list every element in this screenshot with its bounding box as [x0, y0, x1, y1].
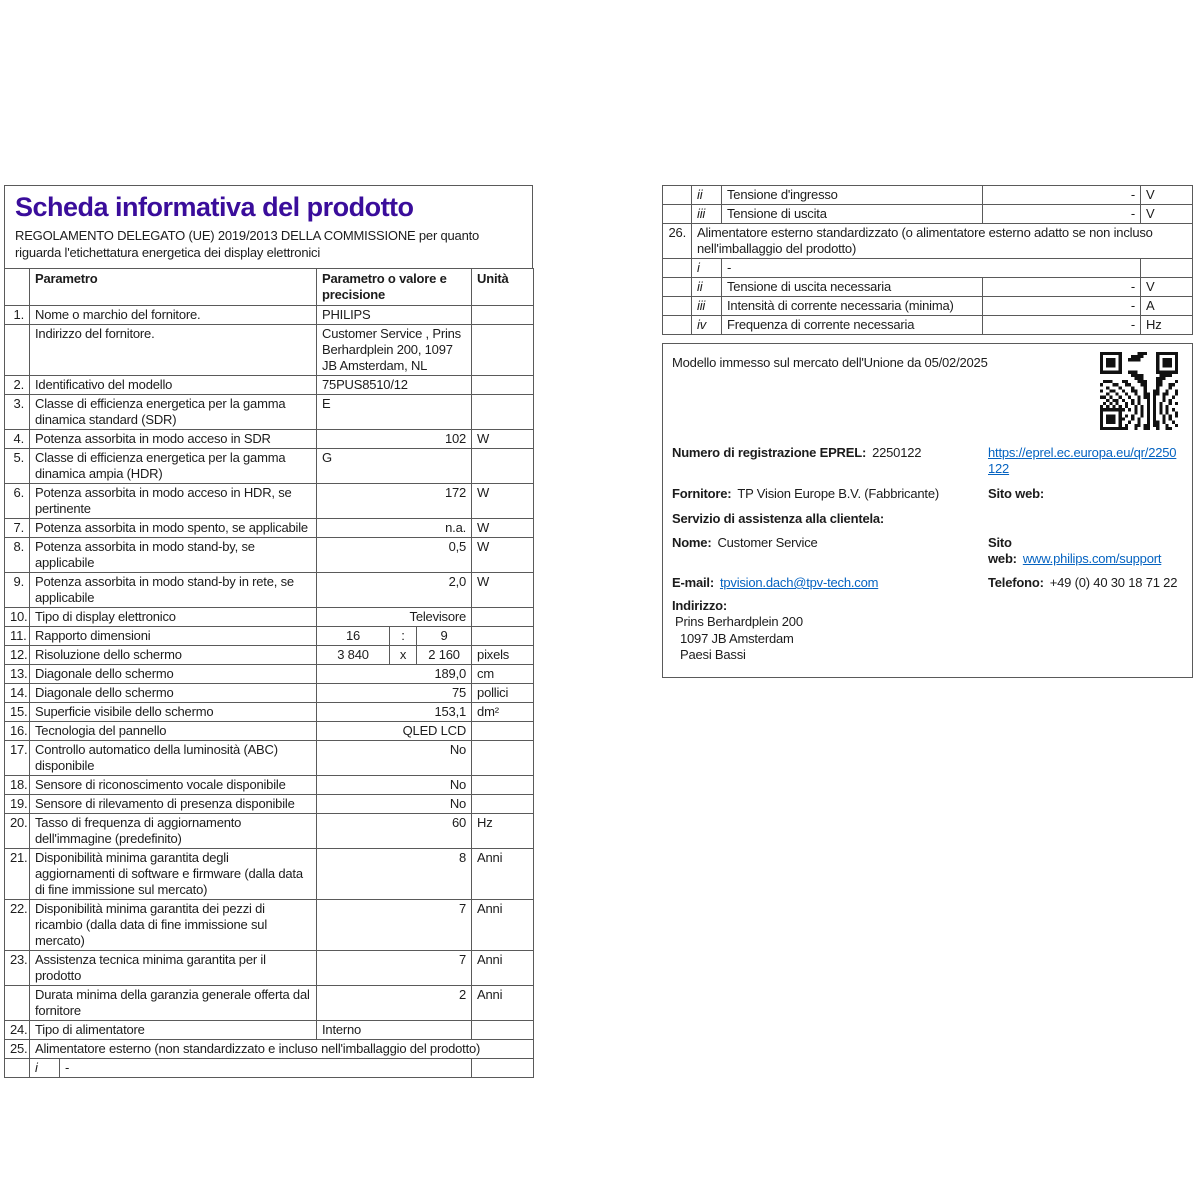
- table-row: [663, 278, 1193, 297]
- param-number: [663, 186, 692, 205]
- param-label: Tecnologia del pannello: [30, 722, 317, 741]
- param-label: Tipo di alimentatore: [30, 1021, 317, 1040]
- param-number: 1.: [5, 306, 30, 325]
- table-row: [5, 538, 534, 573]
- param-number: [5, 325, 30, 376]
- param-value: No: [317, 776, 472, 795]
- param-number: 17.: [5, 741, 30, 776]
- table-row: [5, 646, 534, 665]
- param-label: Alimentatore esterno (non standardizzato e incluso nell'imballaggio del prodotto): [30, 1040, 534, 1059]
- param-label: Disponibilità minima garantita dei pezzi di ricambio (dalla data di fine immissione sul mercato): [30, 900, 317, 951]
- param-value-separator: :: [390, 627, 417, 646]
- name-label: Nome:: [672, 535, 712, 550]
- param-unit: cm: [472, 665, 534, 684]
- param-number: 7.: [5, 519, 30, 538]
- table-row: [5, 665, 534, 684]
- param-label: Superficie visibile dello schermo: [30, 703, 317, 722]
- header-parameter: Parametro: [30, 269, 317, 306]
- param-unit: W: [472, 573, 534, 608]
- param-unit: W: [472, 538, 534, 573]
- table-row: [5, 951, 534, 986]
- website-label: Sito web:: [988, 535, 1017, 566]
- param-unit: Anni: [472, 900, 534, 951]
- website-label: Sito web:: [988, 486, 1044, 501]
- param-label: Frequenza di corrente necessaria: [722, 316, 983, 335]
- table-row: [5, 519, 534, 538]
- param-value: -: [722, 259, 1141, 278]
- param-label: Nome o marchio del fornitore.: [30, 306, 317, 325]
- param-number: 21.: [5, 849, 30, 900]
- header-number: [5, 269, 30, 306]
- support-website-link[interactable]: www.philips.com/support: [1022, 551, 1162, 566]
- param-unit: A: [1141, 297, 1193, 316]
- param-label: Potenza assorbita in modo acceso in SDR: [30, 430, 317, 449]
- param-value: 2: [317, 986, 472, 1021]
- param-subletter: iii: [692, 297, 722, 316]
- param-value: 60: [317, 814, 472, 849]
- table-row: [5, 1059, 534, 1078]
- param-value: 75PUS8510/12: [317, 376, 472, 395]
- param-unit: [472, 795, 534, 814]
- page-title: Scheda informativa del prodotto: [15, 192, 414, 222]
- table-row: [5, 900, 534, 951]
- param-unit: V: [1141, 186, 1193, 205]
- table-row: [5, 986, 534, 1021]
- param-unit: W: [472, 430, 534, 449]
- param-value: 8: [317, 849, 472, 900]
- param-label: Classe di efficienza energetica per la gamma dinamica ampia (HDR): [30, 449, 317, 484]
- param-number: [663, 278, 692, 297]
- param-label: Sensore di riconoscimento vocale disponibile: [30, 776, 317, 795]
- param-number: [5, 1059, 30, 1078]
- param-number: 10.: [5, 608, 30, 627]
- table-row: [5, 306, 534, 325]
- param-unit: W: [472, 484, 534, 519]
- param-subletter: iv: [692, 316, 722, 335]
- table-row: [5, 795, 534, 814]
- param-number: 23.: [5, 951, 30, 986]
- table-row: [5, 430, 534, 449]
- name-value: Customer Service: [717, 535, 818, 550]
- param-unit: [472, 608, 534, 627]
- param-unit: dm²: [472, 703, 534, 722]
- table-row: [5, 449, 534, 484]
- param-unit: [472, 1059, 534, 1078]
- param-number: [663, 297, 692, 316]
- eprel-info-box: [662, 343, 1193, 678]
- phone-value: +49 (0) 40 30 18 71 22: [1049, 575, 1178, 590]
- param-number: 26.: [663, 224, 692, 259]
- table-row: [5, 776, 534, 795]
- table-row: [663, 316, 1193, 335]
- param-label: Disponibilità minima garantita degli aggiornamenti di software e firmware (dalla data di fine immissione sul mercato): [30, 849, 317, 900]
- param-number: 3.: [5, 395, 30, 430]
- table-row: [663, 205, 1193, 224]
- table-row: [5, 376, 534, 395]
- param-unit: Anni: [472, 951, 534, 986]
- param-number: 24.: [5, 1021, 30, 1040]
- table-row: [5, 608, 534, 627]
- param-value: PHILIPS: [317, 306, 472, 325]
- param-value-height: 9: [417, 627, 472, 646]
- table-row: [5, 722, 534, 741]
- param-label: Potenza assorbita in modo spento, se applicabile: [30, 519, 317, 538]
- param-unit: [472, 325, 534, 376]
- param-value: QLED LCD: [317, 722, 472, 741]
- param-label: Intensità di corrente necessaria (minima): [722, 297, 983, 316]
- param-unit: pollici: [472, 684, 534, 703]
- param-value: No: [317, 741, 472, 776]
- table-row: [5, 741, 534, 776]
- regulation-text: REGOLAMENTO DELEGATO (UE) 2019/2013 DELLA COMMISSIONE per quanto riguarda l'etichettatura energetica dei display elettronici: [15, 228, 480, 260]
- param-unit: [472, 306, 534, 325]
- param-number: 22.: [5, 900, 30, 951]
- param-label: Potenza assorbita in modo acceso in HDR, se pertinente: [30, 484, 317, 519]
- param-number: 5.: [5, 449, 30, 484]
- address-line: Prins Berhardplein 200: [675, 614, 803, 629]
- param-number: 2.: [5, 376, 30, 395]
- param-value: -: [60, 1059, 472, 1078]
- param-unit: [472, 449, 534, 484]
- param-subletter: i: [30, 1059, 60, 1078]
- address-label: Indirizzo:: [672, 598, 728, 613]
- param-value: 102: [317, 430, 472, 449]
- power-supply-table: [662, 185, 1193, 335]
- table-row: [5, 703, 534, 722]
- table-header-row: [5, 269, 534, 306]
- param-number: 8.: [5, 538, 30, 573]
- param-value: 172: [317, 484, 472, 519]
- param-unit: Anni: [472, 849, 534, 900]
- param-number: 15.: [5, 703, 30, 722]
- table-row: [5, 573, 534, 608]
- param-unit: [472, 1021, 534, 1040]
- address-line: Paesi Bassi: [680, 647, 746, 662]
- supplier-value: TP Vision Europe B.V. (Fabbricante): [737, 486, 939, 501]
- param-label: Sensore di rilevamento di presenza disponibile: [30, 795, 317, 814]
- eprel-url-link[interactable]: https://eprel.ec.europa.eu/qr/2250122: [988, 445, 1177, 476]
- service-name-row: [672, 535, 1180, 567]
- param-value-separator: x: [390, 646, 417, 665]
- param-label: Rapporto dimensioni: [30, 627, 317, 646]
- param-value: Interno: [317, 1021, 472, 1040]
- qr-code-icon: [1100, 352, 1178, 430]
- param-value: 2,0: [317, 573, 472, 608]
- param-number: 11.: [5, 627, 30, 646]
- email-label: E-mail:: [672, 575, 714, 590]
- param-value: 0,5: [317, 538, 472, 573]
- table-row: [663, 297, 1193, 316]
- param-unit: W: [472, 519, 534, 538]
- param-label: Durata minima della garanzia generale offerta dal fornitore: [30, 986, 317, 1021]
- param-number: [5, 986, 30, 1021]
- param-subletter: iii: [692, 205, 722, 224]
- param-unit: Hz: [1141, 316, 1193, 335]
- param-unit: pixels: [472, 646, 534, 665]
- email-link[interactable]: tpvision.dach@tpv-tech.com: [719, 575, 879, 590]
- param-number: 25.: [5, 1040, 30, 1059]
- param-label: Identificativo del modello: [30, 376, 317, 395]
- email-row: [672, 575, 1180, 591]
- customer-service-heading: Servizio di assistenza alla clientela:: [672, 511, 885, 526]
- param-label: Controllo automatico della luminosità (ABC) disponibile: [30, 741, 317, 776]
- param-value-width: 16: [317, 627, 390, 646]
- eprel-number: 2250122: [872, 445, 922, 460]
- param-value: n.a.: [317, 519, 472, 538]
- param-label: Risoluzione dello schermo: [30, 646, 317, 665]
- table-row: [5, 484, 534, 519]
- document-header: [4, 185, 533, 268]
- param-label: Alimentatore esterno standardizzato (o alimentatore esterno adatto se non incluso nell'imballaggio del prodotto): [692, 224, 1193, 259]
- param-value: -: [983, 316, 1141, 335]
- table-row: [5, 395, 534, 430]
- param-unit: Hz: [472, 814, 534, 849]
- product-parameters-table: [4, 268, 534, 1078]
- table-row: [5, 814, 534, 849]
- param-subletter: i: [692, 259, 722, 278]
- table-row: [5, 627, 534, 646]
- table-row: [663, 259, 1193, 278]
- param-value: 7: [317, 900, 472, 951]
- param-value: -: [983, 205, 1141, 224]
- param-value-height: 2 160: [417, 646, 472, 665]
- param-number: 6.: [5, 484, 30, 519]
- param-value: Televisore: [317, 608, 472, 627]
- param-label: Diagonale dello schermo: [30, 684, 317, 703]
- param-number: 9.: [5, 573, 30, 608]
- param-value-width: 3 840: [317, 646, 390, 665]
- param-value: Customer Service , Prins Berhardplein 200, 1097 JB Amsterdam, NL: [317, 325, 472, 376]
- param-unit: Anni: [472, 986, 534, 1021]
- param-value: No: [317, 795, 472, 814]
- param-label: Tasso di frequenza di aggiornamento dell'immagine (predefinito): [30, 814, 317, 849]
- param-value: E: [317, 395, 472, 430]
- header-value: Parametro o valore e precisione: [317, 269, 472, 306]
- supplier-label: Fornitore:: [672, 486, 732, 501]
- param-label: Tensione d'ingresso: [722, 186, 983, 205]
- eprel-label: Numero di registrazione EPREL:: [672, 445, 867, 460]
- param-value: -: [983, 186, 1141, 205]
- market-entry-text: Modello immesso sul mercato dell'Unione da 05/02/2025: [672, 355, 988, 370]
- param-label: Tensione di uscita: [722, 205, 983, 224]
- param-number: [663, 316, 692, 335]
- param-label: Potenza assorbita in modo stand-by, se applicabile: [30, 538, 317, 573]
- product-sheet-right-page: [662, 185, 1193, 678]
- table-row: [5, 1021, 534, 1040]
- param-label: Assistenza tecnica minima garantita per il prodotto: [30, 951, 317, 986]
- param-label: Diagonale dello schermo: [30, 665, 317, 684]
- param-number: 19.: [5, 795, 30, 814]
- param-value: 75: [317, 684, 472, 703]
- param-number: [663, 205, 692, 224]
- param-number: 18.: [5, 776, 30, 795]
- header-unit: Unità: [472, 269, 534, 306]
- param-unit: V: [1141, 205, 1193, 224]
- param-unit: [472, 722, 534, 741]
- param-value: -: [983, 297, 1141, 316]
- param-number: 20.: [5, 814, 30, 849]
- supplier-row: [672, 486, 1180, 502]
- param-value: 189,0: [317, 665, 472, 684]
- product-sheet-left-page: [4, 185, 533, 1078]
- param-number: 4.: [5, 430, 30, 449]
- table-row: [663, 224, 1193, 259]
- param-subletter: ii: [692, 278, 722, 297]
- address-line: 1097 JB Amsterdam: [680, 630, 794, 646]
- param-unit: V: [1141, 278, 1193, 297]
- param-number: [663, 259, 692, 278]
- param-unit: [1141, 259, 1193, 278]
- param-number: 16.: [5, 722, 30, 741]
- table-row: [5, 325, 534, 376]
- table-row: [663, 186, 1193, 205]
- phone-label: Telefono:: [988, 575, 1044, 590]
- param-label: Classe di efficienza energetica per la gamma dinamica standard (SDR): [30, 395, 317, 430]
- param-unit: [472, 627, 534, 646]
- param-label: Tipo di display elettronico: [30, 608, 317, 627]
- param-label: Potenza assorbita in modo stand-by in rete, se applicabile: [30, 573, 317, 608]
- param-subletter: ii: [692, 186, 722, 205]
- table-row: [5, 1040, 534, 1059]
- address-block: [672, 598, 1180, 664]
- param-unit: [472, 376, 534, 395]
- param-unit: [472, 776, 534, 795]
- param-number: 14.: [5, 684, 30, 703]
- param-label: Tensione di uscita necessaria: [722, 278, 983, 297]
- param-value: 153,1: [317, 703, 472, 722]
- param-label: Indirizzo del fornitore.: [30, 325, 317, 376]
- param-unit: [472, 741, 534, 776]
- eprel-row: [672, 445, 1180, 477]
- param-value: G: [317, 449, 472, 484]
- param-number: 13.: [5, 665, 30, 684]
- table-row: [5, 684, 534, 703]
- param-value: -: [983, 278, 1141, 297]
- param-value: 7: [317, 951, 472, 986]
- table-row: [5, 849, 534, 900]
- param-number: 12.: [5, 646, 30, 665]
- param-unit: [472, 395, 534, 430]
